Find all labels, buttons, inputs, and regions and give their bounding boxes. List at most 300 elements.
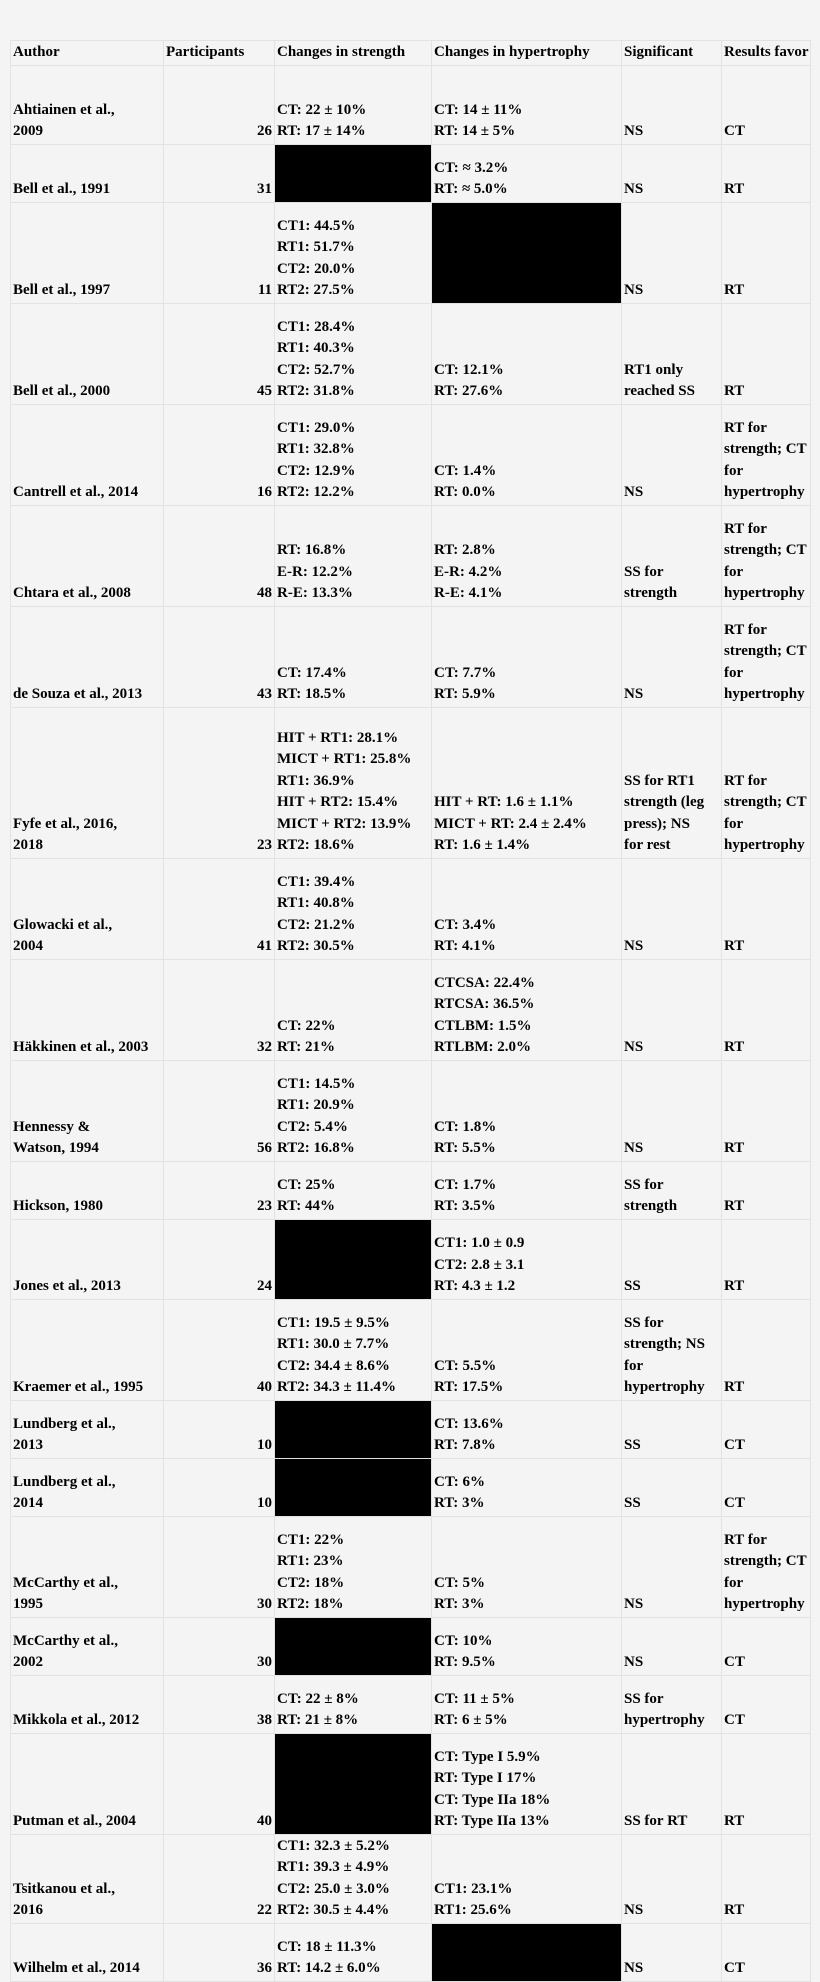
- favor-line: RT: [724, 1278, 745, 1294]
- hypertrophy-line: RT: 6 ± 5%: [434, 1712, 508, 1728]
- hypertrophy-line: HIT + RT: 1.6 ± 1.1%: [434, 794, 574, 810]
- strength-line: CT1: 19.5 ± 9.5%: [277, 1314, 390, 1331]
- favor-line: hypertrophy: [724, 484, 805, 500]
- significant-line: SS for: [624, 563, 664, 580]
- cell-participants: 10: [164, 1458, 275, 1516]
- cell-hypertrophy: [432, 858, 622, 959]
- cell-hypertrophy: [432, 1400, 622, 1458]
- favor-line: CT: [724, 1712, 745, 1728]
- cell-author: [11, 1161, 164, 1219]
- author-line: McCarthy et al.,: [13, 1632, 118, 1649]
- author-line: 2013: [13, 1437, 43, 1453]
- significant-line: RT1 only: [624, 361, 684, 378]
- author-line: 2002: [13, 1654, 43, 1670]
- cell-favor: [722, 303, 811, 404]
- cell-strength: [275, 65, 432, 144]
- hypertrophy-line: RT: Type IIa 13%: [434, 1813, 550, 1829]
- table-row: [11, 1675, 811, 1733]
- table-row: [11, 303, 811, 404]
- hypertrophy-line: RT: 7.8%: [434, 1437, 496, 1453]
- author-line: Fyfe et al., 2016,: [13, 815, 118, 832]
- author-line: de Souza et al., 2013: [13, 686, 143, 702]
- significant-line: NS: [624, 1902, 644, 1918]
- author-line: Glowacki et al.,: [13, 916, 113, 933]
- strength-line: RT2: 27.5%: [277, 282, 355, 298]
- cell-hypertrophy: [432, 1458, 622, 1516]
- redacted-cell: [275, 1400, 432, 1458]
- significant-line: hypertrophy: [624, 1379, 705, 1395]
- favor-line: RT for: [724, 621, 767, 638]
- hypertrophy-line: RT: ≈ 5.0%: [434, 181, 508, 197]
- table-row: [11, 1060, 811, 1161]
- cell-strength: [275, 1161, 432, 1219]
- favor-line: RT: [724, 1198, 745, 1214]
- cell-author: [11, 707, 164, 858]
- cell-favor: [722, 858, 811, 959]
- cell-participants: 40: [164, 1299, 275, 1400]
- cell-participants: 30: [164, 1617, 275, 1675]
- hypertrophy-line: CT1: 23.1%: [434, 1880, 513, 1897]
- strength-line: CT2: 18%: [277, 1574, 345, 1591]
- favor-line: RT: [724, 1902, 745, 1918]
- table-row: [11, 1299, 811, 1400]
- hypertrophy-line: CT: 5%: [434, 1574, 485, 1591]
- cell-hypertrophy: [432, 144, 622, 202]
- strength-line: CT: 22 ± 8%: [277, 1690, 359, 1707]
- header-participants: Participants: [164, 41, 275, 66]
- cell-participants: 23: [164, 707, 275, 858]
- strength-line: RT1: 23%: [277, 1553, 344, 1569]
- cell-hypertrophy: [432, 707, 622, 858]
- cell-significant: [622, 1617, 722, 1675]
- favor-line: strength; CT: [724, 643, 807, 659]
- strength-line: E-R: 12.2%: [277, 563, 353, 580]
- hypertrophy-line: CT: 13.6%: [434, 1415, 504, 1432]
- strength-line: CT2: 52.7%: [277, 361, 356, 378]
- author-line: 2018: [13, 837, 43, 853]
- table-row: [11, 65, 811, 144]
- cell-participants: 38: [164, 1675, 275, 1733]
- favor-line: for: [724, 462, 744, 479]
- results-table: [10, 40, 811, 1982]
- significant-line: SS for: [624, 1690, 664, 1707]
- cell-significant: [622, 303, 722, 404]
- strength-line: RT1: 51.7%: [277, 239, 355, 255]
- significant-line: reached SS: [624, 383, 695, 399]
- author-line: 2004: [13, 938, 43, 954]
- author-line: 2009: [13, 123, 43, 139]
- strength-line: RT: 17 ± 14%: [277, 123, 366, 139]
- hypertrophy-line: RT1: 25.6%: [434, 1902, 512, 1918]
- hypertrophy-line: CT: ≈ 3.2%: [434, 159, 509, 176]
- cell-hypertrophy: [432, 1675, 622, 1733]
- significant-line: NS: [624, 123, 644, 139]
- hypertrophy-line: CT: 1.7%: [434, 1176, 497, 1193]
- redacted-cell: [275, 1733, 432, 1834]
- cell-participants: 30: [164, 1516, 275, 1617]
- strength-line: HIT + RT1: 28.1%: [277, 729, 399, 746]
- cell-strength: [275, 606, 432, 707]
- strength-line: RT1: 40.3%: [277, 340, 355, 356]
- cell-significant: [622, 1834, 722, 1923]
- author-line: Hennessy &: [13, 1118, 91, 1135]
- strength-line: CT: 22 ± 10%: [277, 101, 367, 118]
- favor-line: RT: [724, 1813, 745, 1829]
- strength-line: CT2: 25.0 ± 3.0%: [277, 1880, 390, 1897]
- cell-participants: 45: [164, 303, 275, 404]
- significant-line: for rest: [624, 837, 671, 853]
- cell-favor: [722, 1733, 811, 1834]
- significant-line: NS: [624, 1960, 644, 1976]
- significant-line: SS for RT: [624, 1813, 688, 1829]
- favor-line: CT: [724, 123, 745, 139]
- strength-line: CT1: 29.0%: [277, 419, 356, 436]
- table-row: [11, 1219, 811, 1299]
- table-row: [11, 858, 811, 959]
- redacted-cell: [432, 1923, 622, 1981]
- table-row: [11, 1617, 811, 1675]
- cell-favor: [722, 1617, 811, 1675]
- cell-author: [11, 144, 164, 202]
- favor-line: RT for: [724, 1531, 767, 1548]
- hypertrophy-line: RT: 9.5%: [434, 1654, 496, 1670]
- cell-participants: 31: [164, 144, 275, 202]
- favor-line: RT for: [724, 772, 767, 789]
- hypertrophy-line: RT: 4.3 ± 1.2: [434, 1278, 516, 1294]
- cell-significant: [622, 202, 722, 303]
- author-line: Putman et al., 2004: [13, 1813, 136, 1829]
- author-line: Lundberg et al.,: [13, 1473, 116, 1490]
- cell-favor: [722, 1675, 811, 1733]
- cell-significant: [622, 606, 722, 707]
- author-line: Watson, 1994: [13, 1140, 99, 1156]
- favor-line: for: [724, 1574, 744, 1591]
- significant-line: NS: [624, 484, 644, 500]
- strength-line: CT2: 21.2%: [277, 916, 356, 933]
- hypertrophy-line: RT: 17.5%: [434, 1379, 504, 1395]
- significant-line: hypertrophy: [624, 1712, 705, 1728]
- significant-line: strength: [624, 585, 678, 601]
- significant-line: SS: [624, 1278, 641, 1294]
- favor-line: CT: [724, 1654, 745, 1670]
- favor-line: RT: [724, 1379, 745, 1395]
- cell-strength: [275, 202, 432, 303]
- table-row: [11, 404, 811, 505]
- table-row: [11, 959, 811, 1060]
- strength-line: HIT + RT2: 15.4%: [277, 794, 399, 810]
- strength-line: MICT + RT1: 25.8%: [277, 751, 412, 767]
- favor-line: hypertrophy: [724, 837, 805, 853]
- favor-line: CT: [724, 1960, 745, 1976]
- author-line: Bell et al., 1997: [13, 282, 111, 298]
- hypertrophy-line: CT: 6%: [434, 1473, 485, 1490]
- cell-author: [11, 606, 164, 707]
- cell-hypertrophy: [432, 1834, 622, 1923]
- strength-line: CT1: 14.5%: [277, 1075, 356, 1092]
- header-row: [11, 41, 811, 66]
- cell-author: [11, 1516, 164, 1617]
- author-line: Chtara et al., 2008: [13, 585, 131, 601]
- hypertrophy-line: CT: Type IIa 18%: [434, 1791, 551, 1808]
- favor-line: for: [724, 815, 744, 832]
- header-strength: Changes in strength: [275, 41, 432, 66]
- hypertrophy-line: RTLBM: 2.0%: [434, 1039, 531, 1055]
- cell-strength: [275, 858, 432, 959]
- table-row: [11, 707, 811, 858]
- strength-line: RT2: 12.2%: [277, 484, 355, 500]
- significant-line: NS: [624, 1039, 644, 1055]
- strength-line: RT1: 39.3 ± 4.9%: [277, 1859, 390, 1875]
- significant-line: NS: [624, 686, 644, 702]
- hypertrophy-line: CT: 12.1%: [434, 361, 504, 378]
- cell-significant: [622, 404, 722, 505]
- author-line: Bell et al., 2000: [13, 383, 111, 399]
- strength-line: RT1: 32.8%: [277, 441, 355, 457]
- cell-strength: [275, 1834, 432, 1923]
- hypertrophy-line: RT: 3%: [434, 1596, 485, 1612]
- cell-hypertrophy: [432, 1733, 622, 1834]
- cell-author: [11, 1458, 164, 1516]
- cell-author: [11, 1834, 164, 1923]
- cell-hypertrophy: [432, 959, 622, 1060]
- strength-line: CT: 17.4%: [277, 664, 347, 681]
- cell-strength: [275, 959, 432, 1060]
- redacted-cell: [275, 144, 432, 202]
- significant-line: SS for RT1: [624, 772, 695, 789]
- cell-participants: 56: [164, 1060, 275, 1161]
- cell-hypertrophy: [432, 606, 622, 707]
- table-row: [11, 505, 811, 606]
- cell-favor: [722, 65, 811, 144]
- table-row: [11, 144, 811, 202]
- redacted-cell: [275, 1458, 432, 1516]
- favor-line: RT: [724, 383, 745, 399]
- cell-significant: [622, 1219, 722, 1299]
- cell-favor: [722, 404, 811, 505]
- cell-author: [11, 1219, 164, 1299]
- cell-participants: 10: [164, 1400, 275, 1458]
- significant-line: strength (leg: [624, 794, 705, 810]
- hypertrophy-line: RT: Type I 17%: [434, 1770, 537, 1786]
- author-line: Häkkinen et al., 2003: [13, 1039, 149, 1055]
- author-line: 1995: [13, 1596, 43, 1612]
- favor-line: CT: [724, 1495, 745, 1511]
- cell-strength: [275, 303, 432, 404]
- author-line: Kraemer et al., 1995: [13, 1379, 144, 1395]
- author-line: Jones et al., 2013: [13, 1278, 121, 1294]
- cell-author: [11, 1675, 164, 1733]
- cell-favor: [722, 144, 811, 202]
- strength-line: RT2: 18%: [277, 1596, 344, 1612]
- strength-line: RT: 21%: [277, 1039, 335, 1055]
- cell-participants: 16: [164, 404, 275, 505]
- cell-favor: [722, 1299, 811, 1400]
- strength-line: CT1: 22%: [277, 1531, 345, 1548]
- significant-line: NS: [624, 181, 644, 197]
- strength-line: CT1: 32.3 ± 5.2%: [277, 1837, 390, 1854]
- strength-line: CT: 25%: [277, 1176, 336, 1193]
- favor-line: RT: [724, 181, 745, 197]
- cell-strength: [275, 707, 432, 858]
- favor-line: RT: [724, 282, 745, 298]
- cell-participants: 26: [164, 65, 275, 144]
- cell-hypertrophy: [432, 404, 622, 505]
- strength-line: RT1: 30.0 ± 7.7%: [277, 1336, 390, 1352]
- significant-line: SS for: [624, 1176, 664, 1193]
- cell-favor: [722, 1161, 811, 1219]
- hypertrophy-line: RT: 5.5%: [434, 1140, 496, 1156]
- cell-hypertrophy: [432, 1617, 622, 1675]
- strength-line: CT2: 5.4%: [277, 1118, 348, 1135]
- strength-line: RT2: 34.3 ± 11.4%: [277, 1379, 396, 1395]
- table-row: [11, 1733, 811, 1834]
- cell-participants: 11: [164, 202, 275, 303]
- cell-hypertrophy: [432, 65, 622, 144]
- cell-significant: [622, 959, 722, 1060]
- hypertrophy-line: CT1: 1.0 ± 0.9: [434, 1235, 525, 1251]
- cell-favor: [722, 1834, 811, 1923]
- header-significant: Significant: [622, 41, 722, 66]
- table-row: [11, 1923, 811, 1981]
- hypertrophy-line: RTCSA: 36.5%: [434, 996, 535, 1012]
- cell-significant: [622, 144, 722, 202]
- cell-strength: [275, 505, 432, 606]
- hypertrophy-line: RT: 4.1%: [434, 938, 496, 954]
- hypertrophy-line: CT: 5.5%: [434, 1357, 497, 1374]
- cell-strength: [275, 1516, 432, 1617]
- cell-hypertrophy: [432, 1219, 622, 1299]
- cell-participants: 43: [164, 606, 275, 707]
- hypertrophy-line: MICT + RT: 2.4 ± 2.4%: [434, 815, 587, 832]
- hypertrophy-line: RT: 14 ± 5%: [434, 123, 516, 139]
- strength-line: CT: 18 ± 11.3%: [277, 1938, 377, 1955]
- table-row: [11, 1516, 811, 1617]
- significant-line: strength; NS: [624, 1336, 705, 1352]
- strength-line: RT: 16.8%: [277, 542, 347, 558]
- author-line: Ahtiainen et al.,: [13, 101, 115, 118]
- cell-significant: [622, 65, 722, 144]
- favor-line: for: [724, 563, 744, 580]
- hypertrophy-line: CT: Type I 5.9%: [434, 1748, 541, 1765]
- cell-participants: 36: [164, 1923, 275, 1981]
- hypertrophy-line: CT2: 2.8 ± 3.1: [434, 1256, 525, 1273]
- strength-line: CT2: 20.0%: [277, 260, 356, 277]
- header-author: Author: [11, 41, 164, 66]
- cell-author: [11, 1060, 164, 1161]
- cell-favor: [722, 505, 811, 606]
- cell-strength: [275, 1923, 432, 1981]
- cell-author: [11, 1733, 164, 1834]
- cell-favor: [722, 707, 811, 858]
- favor-line: RT for: [724, 419, 767, 436]
- cell-participants: 40: [164, 1733, 275, 1834]
- results-table-container: [10, 40, 810, 1982]
- cell-hypertrophy: [432, 1161, 622, 1219]
- author-line: Tsitkanou et al.,: [13, 1880, 115, 1897]
- hypertrophy-line: CT: 1.8%: [434, 1118, 497, 1135]
- table-row: [11, 1161, 811, 1219]
- author-line: Wilhelm et al., 2014: [13, 1960, 140, 1976]
- cell-significant: [622, 1400, 722, 1458]
- cell-significant: [622, 1733, 722, 1834]
- cell-author: [11, 858, 164, 959]
- cell-significant: [622, 1161, 722, 1219]
- table-body: [11, 65, 811, 1981]
- cell-significant: [622, 1458, 722, 1516]
- cell-significant: [622, 1923, 722, 1981]
- table-row: [11, 202, 811, 303]
- cell-significant: [622, 1299, 722, 1400]
- table-row: [11, 1400, 811, 1458]
- cell-favor: [722, 1219, 811, 1299]
- hypertrophy-line: RT: 1.6 ± 1.4%: [434, 837, 531, 853]
- strength-line: CT2: 12.9%: [277, 462, 356, 479]
- strength-line: RT1: 20.9%: [277, 1097, 355, 1113]
- cell-favor: [722, 1516, 811, 1617]
- cell-author: [11, 505, 164, 606]
- strength-line: RT: 44%: [277, 1198, 335, 1214]
- author-line: 2016: [13, 1902, 43, 1918]
- hypertrophy-line: R-E: 4.1%: [434, 585, 503, 601]
- hypertrophy-line: RT: 27.6%: [434, 383, 504, 399]
- hypertrophy-line: RT: 3.5%: [434, 1198, 496, 1214]
- cell-strength: [275, 1060, 432, 1161]
- favor-line: hypertrophy: [724, 1596, 805, 1612]
- cell-hypertrophy: [432, 1060, 622, 1161]
- hypertrophy-line: CT: 3.4%: [434, 916, 497, 933]
- strength-line: RT1: 36.9%: [277, 772, 355, 789]
- cell-strength: [275, 404, 432, 505]
- cell-author: [11, 404, 164, 505]
- favor-line: RT for: [724, 520, 767, 537]
- cell-significant: [622, 707, 722, 858]
- redacted-cell: [432, 202, 622, 303]
- strength-line: MICT + RT2: 13.9%: [277, 815, 412, 832]
- cell-participants: 41: [164, 858, 275, 959]
- hypertrophy-line: E-R: 4.2%: [434, 563, 503, 580]
- hypertrophy-line: RT: 0.0%: [434, 484, 496, 500]
- cell-author: [11, 202, 164, 303]
- strength-line: RT2: 30.5 ± 4.4%: [277, 1902, 390, 1918]
- favor-line: RT: [724, 938, 745, 954]
- author-line: Bell et al., 1991: [13, 181, 111, 197]
- favor-line: hypertrophy: [724, 585, 805, 601]
- hypertrophy-line: CT: 14 ± 11%: [434, 101, 523, 118]
- cell-favor: [722, 606, 811, 707]
- significant-line: NS: [624, 282, 644, 298]
- strength-line: R-E: 13.3%: [277, 585, 353, 601]
- strength-line: RT2: 31.8%: [277, 383, 355, 399]
- author-line: Hickson, 1980: [13, 1198, 104, 1214]
- cell-significant: [622, 858, 722, 959]
- cell-participants: 48: [164, 505, 275, 606]
- significant-line: SS: [624, 1495, 641, 1511]
- hypertrophy-line: CT: 7.7%: [434, 664, 497, 681]
- strength-line: RT: 21 ± 8%: [277, 1712, 359, 1728]
- cell-participants: 22: [164, 1834, 275, 1923]
- cell-favor: [722, 1923, 811, 1981]
- strength-line: RT2: 30.5%: [277, 938, 355, 954]
- cell-significant: [622, 1516, 722, 1617]
- cell-author: [11, 65, 164, 144]
- author-line: McCarthy et al.,: [13, 1574, 118, 1591]
- cell-author: [11, 1617, 164, 1675]
- cell-significant: [622, 1060, 722, 1161]
- header-hypertrophy: Changes in hypertrophy: [432, 41, 622, 66]
- hypertrophy-line: RT: 2.8%: [434, 542, 496, 558]
- cell-hypertrophy: [432, 505, 622, 606]
- strength-line: CT2: 34.4 ± 8.6%: [277, 1357, 390, 1374]
